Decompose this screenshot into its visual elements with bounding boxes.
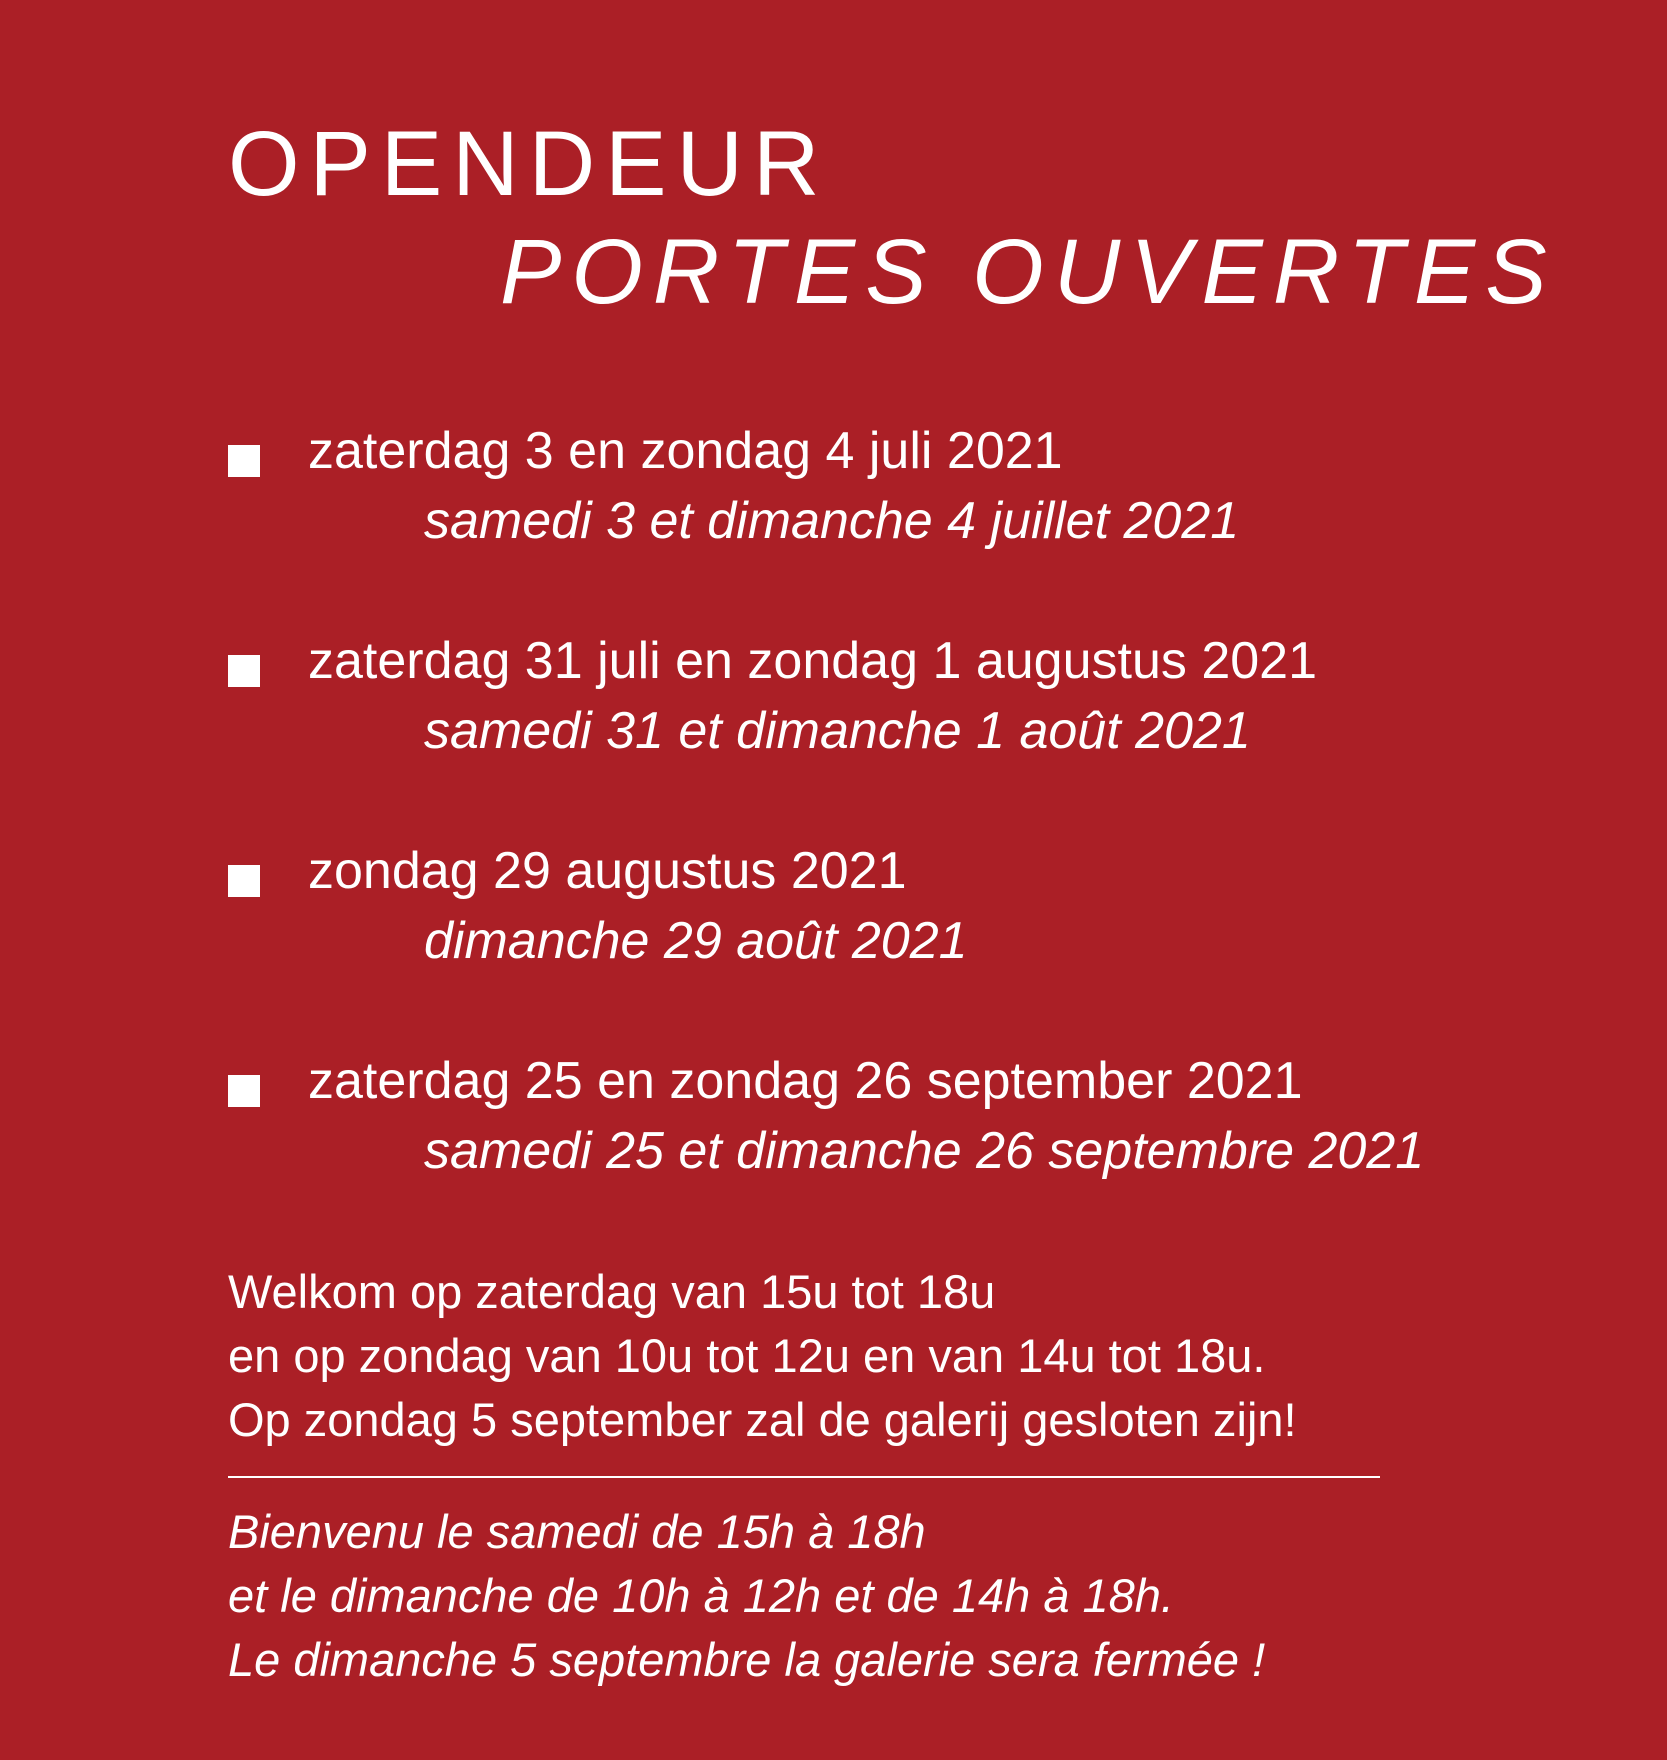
hours-line: en op zondag van 10u tot 12u en van 14u tot 18u. <box>228 1329 1266 1382</box>
date-item-2 <box>228 632 1528 765</box>
date-dutch: zaterdag 3 en zondag 4 juli 2021 <box>308 422 1063 480</box>
title-french: PORTES OUVERTES <box>500 221 1557 323</box>
hours-line: Op zondag 5 september zal de galerij gesloten zijn! <box>228 1393 1297 1446</box>
date-french: samedi 25 et dimanche 26 septembre 2021 <box>424 1122 1425 1180</box>
date-french: samedi 3 et dimanche 4 juillet 2021 <box>424 492 1240 550</box>
square-bullet-icon <box>228 655 260 687</box>
title-dutch: OPENDEUR <box>228 113 830 215</box>
date-item-4 <box>228 1052 1528 1185</box>
hours-line: Bienvenu le samedi de 15h à 18h <box>228 1505 926 1558</box>
opening-hours-dutch <box>228 1260 1297 1452</box>
hours-line: et le dimanche de 10h à 12h et de 14h à 18h. <box>228 1569 1174 1622</box>
date-dutch: zaterdag 25 en zondag 26 september 2021 <box>308 1052 1303 1110</box>
square-bullet-icon <box>228 445 260 477</box>
date-dutch: zaterdag 31 juli en zondag 1 augustus 2021 <box>308 632 1317 690</box>
square-bullet-icon <box>228 1075 260 1107</box>
hours-line: Welkom op zaterdag van 15u tot 18u <box>228 1265 996 1318</box>
divider <box>228 1476 1380 1478</box>
square-bullet-icon <box>228 865 260 897</box>
date-item-3 <box>228 842 1528 975</box>
date-french: samedi 31 et dimanche 1 août 2021 <box>424 702 1251 760</box>
date-french: dimanche 29 août 2021 <box>424 912 968 970</box>
date-item-1 <box>228 422 1528 555</box>
hours-line: Le dimanche 5 septembre la galerie sera fermée ! <box>228 1633 1266 1686</box>
opening-hours-french <box>228 1500 1265 1692</box>
date-dutch: zondag 29 augustus 2021 <box>308 842 907 900</box>
